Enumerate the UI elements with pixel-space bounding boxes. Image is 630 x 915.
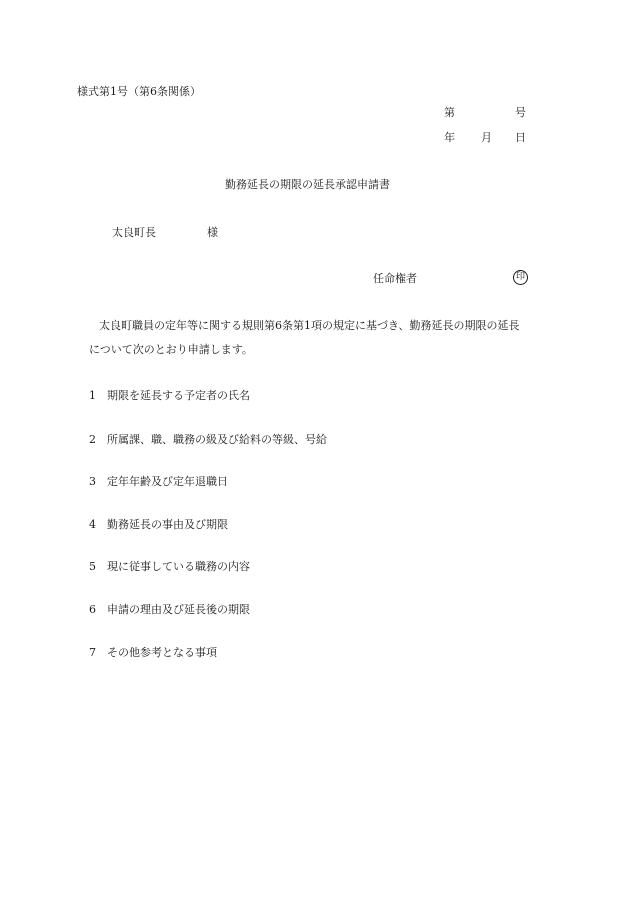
item-label: 現に従事している職務の内容: [107, 560, 250, 573]
item-label: 期限を延長する予定者の氏名: [107, 389, 250, 402]
item-label: その他参考となる事項: [107, 646, 217, 659]
date-year-label: 年: [444, 131, 455, 144]
item-number: 5: [89, 560, 96, 573]
addressee-honorific: 様: [207, 226, 218, 239]
document-number-prefix: 第: [444, 106, 455, 119]
item-number: 7: [89, 646, 96, 659]
date-month-label: 月: [481, 131, 492, 144]
item-number: 1: [89, 389, 96, 402]
item-label: 勤務延長の事由及び期限: [107, 518, 228, 531]
item-number: 4: [89, 518, 96, 531]
body-text-line: について次のとおり申請します。: [89, 343, 253, 356]
document-number-suffix: 号: [515, 106, 526, 119]
item-label: 定年年齢及び定年退職日: [107, 475, 228, 488]
addressee-name: 太良町長: [112, 226, 156, 239]
document-title: 勤務延長の期限の延長承認申請書: [225, 178, 390, 191]
seal-mark: 印: [513, 270, 528, 285]
item-number: 6: [89, 603, 96, 616]
item-number: 2: [89, 433, 96, 446]
item-label: 所属課、職、職務の級及び給料の等級、号給: [107, 433, 327, 446]
applicant-label: 任命権者: [373, 272, 417, 285]
date-day-label: 日: [515, 131, 526, 144]
item-number: 3: [89, 475, 96, 488]
body-text-line: 太良町職員の定年等に関する規則第6条第1項の規定に基づき、勤務延長の期限の延長: [99, 319, 520, 332]
form-number: 様式第1号（第6条関係）: [77, 85, 201, 98]
item-label: 申請の理由及び延長後の期限: [107, 603, 250, 616]
